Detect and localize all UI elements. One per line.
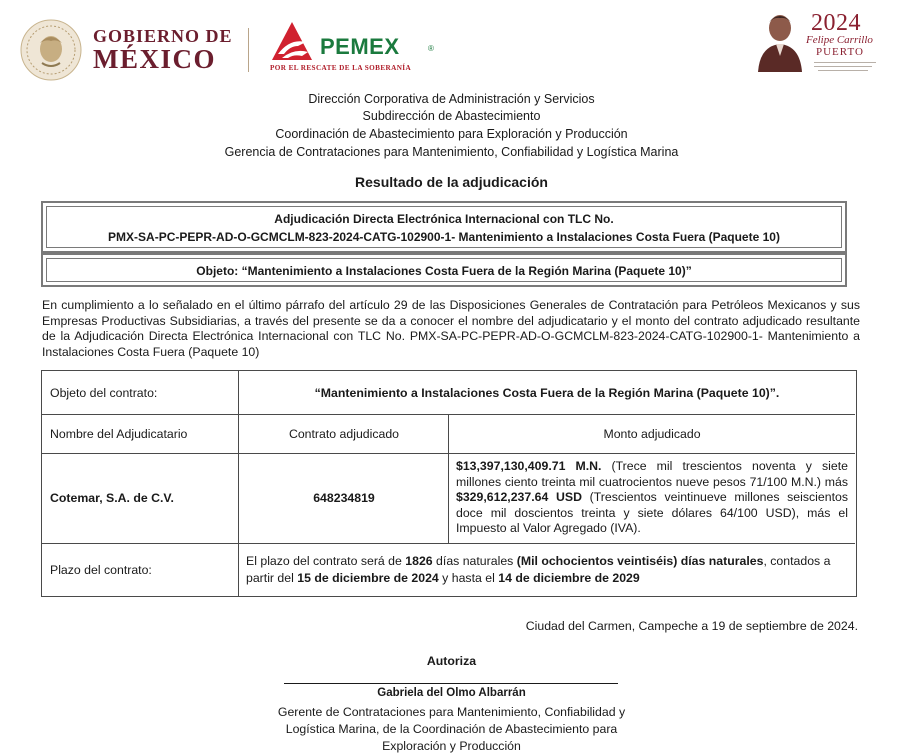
plazo-label: Plazo del contrato: — [50, 562, 152, 577]
place-date: Ciudad del Carmen, Campeche a 19 de septiembre de 2024. — [525, 619, 858, 633]
org-line-gerencia: Gerencia de Contrataciones para Mantenimiento, Confiabilidad y Logística Marina — [224, 145, 679, 159]
col-header-adjudicatario: Nombre del Adjudicatario — [50, 426, 188, 441]
monto-cell — [456, 453, 848, 543]
intro-paragraph: En cumplimiento a lo señalado en el último párrafo del artículo 29 de las Disposiciones Generales de Contratación para Petróleos Mexicanos y sus Empresas Productivas Subsidiarias, a través del presente se da a conocer el nombre del adjudicatario y el monto del contrato adjudicado resultante de la Adjudicación Directa Electrónica Internacional con TLC No. PMX-SA-PC-PEPR-AD-O-GCMCLM-823-2024-CATG-102900-1- Mantenimiento a Instalaciones Costa Fuera (Paquete 10) — [42, 298, 860, 359]
monto-mxn-text: (Trece mil trescientos noventa y siete millones ciento treinta mil cuatrocientos nueve pesos 71/100 M.N.) más — [456, 459, 848, 489]
org-line-subdireccion: Subdirección de Abastecimiento — [362, 109, 541, 123]
org-line-direccion: Dirección Corporativa de Administración y Servicios — [308, 92, 595, 106]
decorative-rule — [814, 62, 876, 63]
procedure-objeto: Objeto: “Mantenimiento a Instalaciones Costa Fuera de la Región Marina (Paquete 10)” — [196, 264, 692, 278]
pemex-wordmark: PEMEX — [320, 34, 400, 59]
procedure-line2: PMX-SA-PC-PEPR-AD-O-GCMCLM-823-2024-CATG-102900-1- Mantenimiento a Instalaciones Costa Fuera (Paquete 10) — [108, 230, 780, 244]
signer-name: Gabriela del Olmo Albarrán — [377, 687, 526, 699]
decorative-rule — [814, 66, 872, 67]
monto-mxn: $13,397,130,409.71 M.N. — [456, 459, 602, 474]
plazo-end: 14 de diciembre de 2029 — [498, 570, 640, 585]
signer-title-line1: Gerente de Contrataciones para Mantenimiento, Confiabilidad y — [277, 705, 626, 719]
adjudicatario-value: Cotemar, S.A. de C.V. — [50, 491, 174, 505]
page-title: Resultado de la adjudicación — [355, 174, 548, 190]
procedure-box — [41, 201, 847, 253]
col-header-contrato: Contrato adjudicado — [288, 426, 400, 441]
gobierno-line1: GOBIERNO DE — [93, 26, 233, 46]
plazo-text3: , contados a partir del — [246, 554, 831, 585]
contrato-value: 648234819 — [313, 491, 375, 505]
felipe-carrillo-puerto-portrait-icon — [752, 8, 808, 72]
gobierno-line2: MÉXICO — [93, 44, 216, 74]
objeto-value: “Mantenimiento a Instalaciones Costa Fuera de la Región Marina (Paquete 10)”. — [314, 385, 780, 400]
autoriza-label: Autoriza — [426, 654, 477, 668]
national-seal-icon — [20, 19, 82, 81]
plazo-text1: El plazo del contrato será de — [246, 554, 406, 568]
plazo-text2: días naturales — [432, 554, 517, 568]
plazo-cell — [246, 543, 852, 596]
org-line-coordinacion: Coordinación de Abastecimiento para Exploración y Producción — [275, 127, 628, 141]
award-table — [41, 370, 857, 597]
procedure-line1: Adjudicación Directa Electrónica Internacional con TLC No. — [274, 212, 614, 226]
honoree-last-name: PUERTO — [816, 46, 864, 58]
header-divider — [248, 28, 249, 72]
objeto-box — [41, 253, 847, 287]
pemex-tagline: POR EL RESCATE DE LA SOBERANÍA — [270, 64, 412, 72]
plazo-days-words: (Mil ochocientos veintiséis) días naturales — [516, 554, 764, 568]
objeto-label: Objeto del contrato: — [50, 385, 158, 400]
signature-line — [284, 683, 618, 684]
honoree-first-name: Felipe Carrillo — [806, 34, 873, 46]
plazo-days: 1826 — [405, 554, 433, 568]
signer-title-line3: Exploración y Producción — [382, 739, 521, 753]
decorative-rule — [818, 70, 868, 71]
col-header-monto: Monto adjudicado — [603, 426, 701, 441]
registered-mark: ® — [428, 44, 434, 53]
pemex-eagle-logo-icon — [268, 20, 316, 62]
year-2024: 2024 — [811, 10, 861, 36]
monto-usd-text: (Trescientos veintinueve millones seiscientos doce mil doscientos treinta y siete dólares 64/100 USD), más el Impuesto al Valor Agregado (IVA). — [456, 490, 848, 536]
plazo-start: 15 de diciembre de 2024 — [297, 570, 439, 585]
plazo-text4: y hasta el — [438, 570, 499, 585]
signer-title-line2: Logística Marina, de la Coordinación de Abastecimiento para — [285, 722, 618, 736]
monto-usd: $329,612,237.64 USD — [456, 490, 582, 505]
